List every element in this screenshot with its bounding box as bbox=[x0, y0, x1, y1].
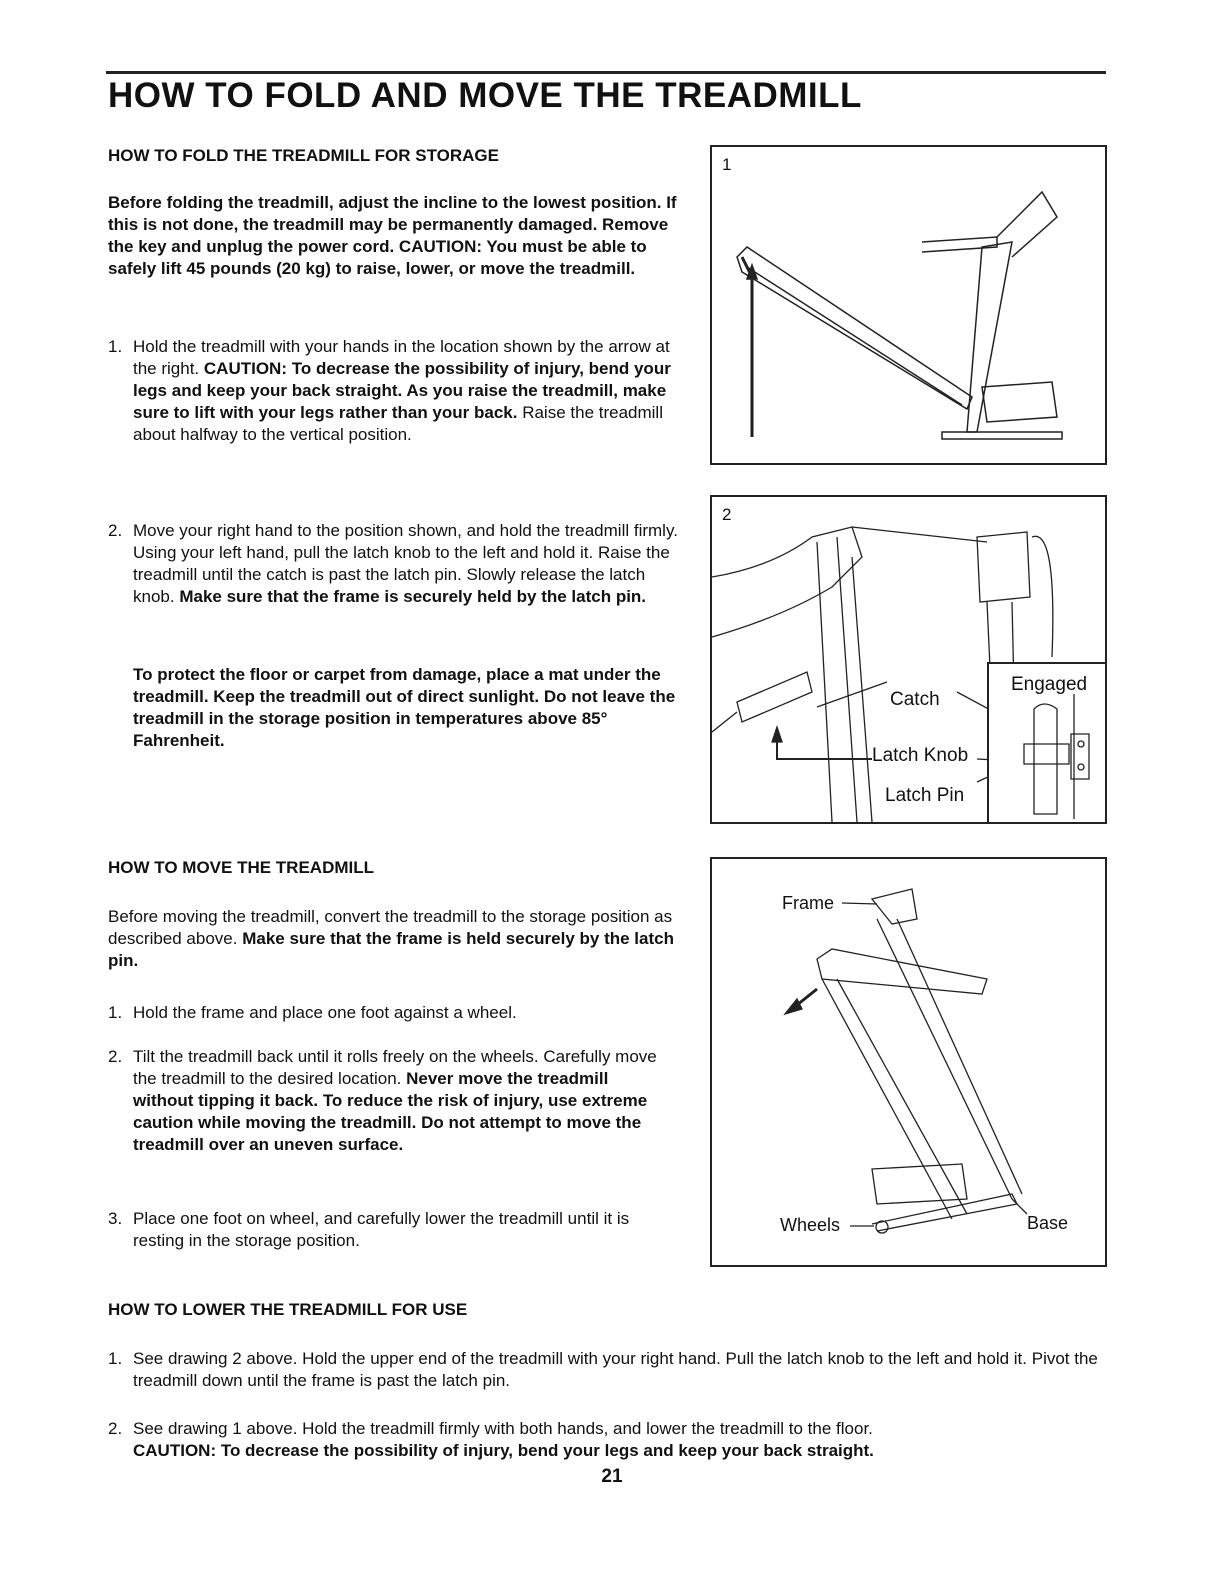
page-number: 21 bbox=[601, 1466, 623, 1487]
move-intro bbox=[108, 906, 678, 972]
figure-number: 2 bbox=[722, 505, 732, 524]
catch-label: Catch bbox=[890, 689, 940, 710]
move-heading: HOW TO MOVE THE TREADMILL bbox=[108, 858, 375, 877]
step-text: See drawing 1 above. Hold the treadmill firmly with both hands, and lower the treadmill to the floor. bbox=[133, 1419, 873, 1438]
step-caution: CAUTION: To decrease the possibility of injury, bend your legs and keep your back straight. As you raise the treadmill, make sure to lift with your legs rather than your back. bbox=[133, 359, 671, 422]
base-label: Base bbox=[1027, 1213, 1069, 1233]
step-caution: Never move the treadmill without tipping it back. To reduce the risk of injury, use extreme caution while moving the treadmill. Do not attempt to move the treadmill over an uneven surface. bbox=[133, 1069, 648, 1154]
latch-knob-label: Latch Knob bbox=[872, 745, 969, 766]
treadmill-raising-illustration bbox=[712, 147, 1105, 463]
step-text: Hold the treadmill with your hands in the location shown by the arrow at the right. bbox=[133, 337, 670, 378]
step-text: Place one foot on wheel, and carefully lower the treadmill until it is resting in the storage position. bbox=[133, 1209, 630, 1250]
title-rule bbox=[106, 71, 1106, 74]
figure-number: 1 bbox=[722, 155, 732, 174]
wheels-label: Wheels bbox=[780, 1215, 841, 1235]
figure-3-move bbox=[710, 857, 1107, 1267]
step-number: 1. bbox=[108, 1003, 123, 1022]
fold-intro: Before folding the treadmill, adjust the incline to the lowest position. If this is not done, the treadmill may be permanently damaged. Remove the key and unplug the power cord. CAUTION: You must be able to safely lift 45 pounds (20 kg) to raise, lower, or move the treadmill. bbox=[108, 193, 677, 278]
protect-note: To protect the floor or carpet from damage, place a mat under the treadmill. Keep the treadmill out of direct sunlight. Do not leave the treadmill in the storage position in temperatures above 85° Fahrenheit. bbox=[133, 665, 676, 750]
engaged-label: Engaged bbox=[1011, 674, 1088, 695]
step-text: Move your right hand to the position shown, and hold the treadmill firmly. Using your left hand, pull the latch knob to the left and hold it. Raise the treadmill until the catch is past the latch pin. Slowly release the latch knob. bbox=[133, 521, 678, 606]
fold-heading: HOW TO FOLD THE TREADMILL FOR STORAGE bbox=[108, 146, 499, 165]
frame-label: Frame bbox=[782, 893, 835, 913]
fold-step-1 bbox=[108, 336, 693, 446]
step-number: 2. bbox=[108, 1047, 123, 1066]
step-number: 2. bbox=[108, 1419, 123, 1438]
arrow-up-icon bbox=[742, 257, 752, 437]
move-step-1 bbox=[108, 1002, 693, 1024]
figure-1-raise-treadmill bbox=[710, 145, 1107, 465]
step-text: Hold the frame and place one foot against a wheel. bbox=[133, 1003, 517, 1022]
step-text: See drawing 2 above. Hold the upper end of the treadmill with your right hand. Pull the latch knob to the left and hold it. Pivot the treadmill down until the frame is past the latch pin. bbox=[133, 1349, 1098, 1390]
step-number: 1. bbox=[108, 1349, 123, 1368]
step-number: 1. bbox=[108, 337, 123, 356]
lower-step-2 bbox=[108, 1418, 1103, 1462]
intro-caution: Make sure that the frame is held securely by the latch pin. bbox=[108, 929, 674, 970]
step-caution: Make sure that the frame is securely held by the latch pin. bbox=[179, 587, 647, 606]
step-text: Tilt the treadmill back until it rolls freely on the wheels. Carefully move the treadmill to the desired location. bbox=[133, 1047, 657, 1088]
step-text: Raise the treadmill about halfway to the vertical position. bbox=[133, 403, 663, 444]
latch-pin-label: Latch Pin bbox=[885, 785, 965, 806]
lower-step-1 bbox=[108, 1348, 1103, 1392]
step-caution: CAUTION: To decrease the possibility of injury, bend your legs and keep your back straight. bbox=[133, 1441, 874, 1460]
move-step-2 bbox=[108, 1046, 673, 1156]
treadmill-storage-illustration bbox=[712, 859, 1105, 1265]
move-step-3 bbox=[108, 1208, 663, 1252]
fold-step-2 bbox=[108, 520, 678, 608]
step-number: 2. bbox=[108, 521, 123, 540]
page-title: HOW TO FOLD AND MOVE THE TREADMILL bbox=[108, 76, 862, 115]
lower-heading: HOW TO LOWER THE TREADMILL FOR USE bbox=[108, 1300, 468, 1319]
intro-text: Before moving the treadmill, convert the treadmill to the storage position as described above. bbox=[108, 907, 673, 948]
figure-2-latch bbox=[710, 495, 1107, 824]
step-number: 3. bbox=[108, 1209, 123, 1228]
engaged-inset bbox=[987, 662, 1107, 824]
